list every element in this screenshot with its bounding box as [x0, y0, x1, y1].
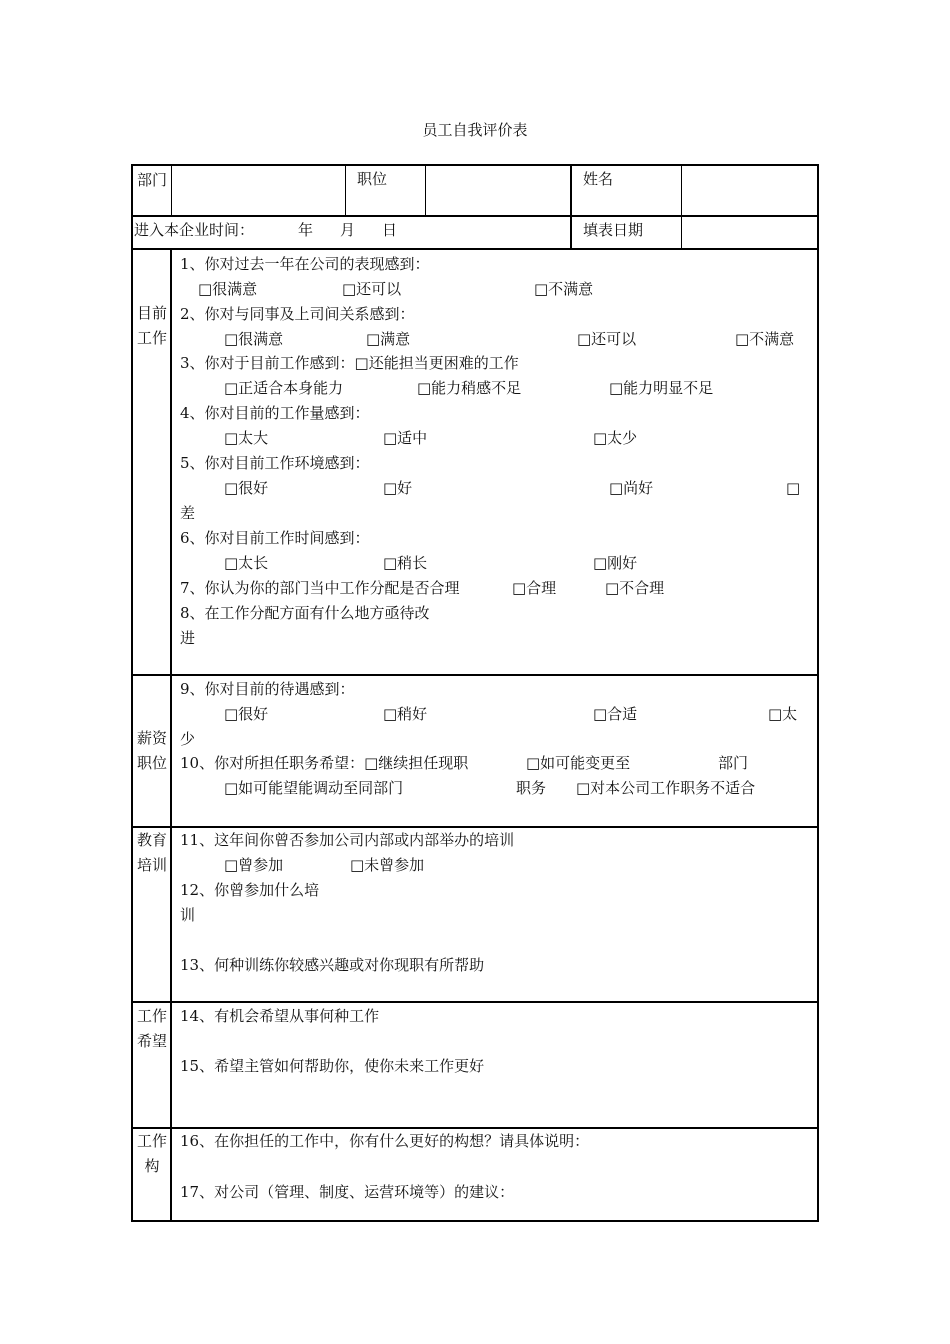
question-12-cont: 训: [180, 906, 196, 924]
row-divider: [131, 1001, 819, 1003]
question-11: 11、这年间你曾否参加公司内部或内部举办的培训: [180, 831, 515, 849]
q5-option-good[interactable]: □好: [383, 479, 413, 497]
question-2: 2、你对与同事及上司间关系感到：: [180, 305, 415, 323]
row-divider: [131, 215, 819, 217]
col-divider: [425, 165, 426, 216]
q5-option-poor-checkbox[interactable]: □: [786, 479, 801, 497]
name-field[interactable]: [683, 166, 817, 214]
q10-option-not-suitable[interactable]: □对本公司工作职务不适合: [576, 779, 756, 797]
question-5: 5、你对目前工作环境感到：: [180, 454, 370, 472]
month-label: 月: [340, 221, 356, 239]
q9-option-too-little-label: 少: [180, 730, 196, 748]
q5-option-poor-label: 差: [180, 504, 196, 522]
fill-date-field[interactable]: [683, 218, 817, 247]
q9-option-slightly-good[interactable]: □稍好: [383, 705, 428, 723]
q3-option-slightly-insufficient[interactable]: □能力稍感不足: [417, 379, 522, 397]
section-training: 教育培训: [136, 831, 167, 874]
question-12: 12、你曾参加什么培: [180, 881, 320, 899]
q9-option-very-good[interactable]: □很好: [224, 705, 269, 723]
day-label: 日: [382, 221, 398, 239]
join-date-label: 进入本企业时间：: [134, 221, 255, 239]
page-title: 员工自我评价表: [422, 121, 528, 139]
section-work-ideas: 工作构: [136, 1132, 167, 1175]
question-14: 14、有机会希望从事何种工作: [180, 1007, 380, 1025]
col-divider: [345, 165, 346, 216]
q4-option-too-little[interactable]: □太少: [593, 429, 638, 447]
question-15: 15、希望主管如何帮助你，使你未来工作更好: [180, 1057, 485, 1075]
q2-option-dissatisfied[interactable]: □不满意: [735, 330, 795, 348]
question-6: 6、你对目前工作时间感到：: [180, 529, 370, 547]
section-work-hope: 工作希望: [136, 1007, 167, 1050]
fill-date-label: 填表日期: [583, 221, 644, 239]
q6-option-just-right[interactable]: □刚好: [593, 554, 638, 572]
q9-option-suitable[interactable]: □合适: [593, 705, 638, 723]
question-13: 13、何种训练你较感兴趣或对你现职有所帮助: [180, 956, 485, 974]
q3-option-suits-ability[interactable]: □正适合本身能力: [224, 379, 344, 397]
q5-option-very-good[interactable]: □很好: [224, 479, 269, 497]
q2-option-very-satisfied[interactable]: □很满意: [224, 330, 284, 348]
q10-position-label: 职务: [516, 779, 547, 797]
q9-option-too-little-checkbox[interactable]: □太: [768, 705, 798, 723]
q10-dept-label: 部门: [718, 754, 749, 772]
q3-option-clearly-insufficient[interactable]: □能力明显不足: [609, 379, 714, 397]
dept-label: 部门: [136, 171, 167, 189]
q7-option-unreasonable[interactable]: □不合理: [605, 579, 665, 597]
q4-option-too-much[interactable]: □太大: [224, 429, 269, 447]
q2-option-satisfied[interactable]: □满意: [366, 330, 411, 348]
q1-option-very-satisfied[interactable]: □很满意: [198, 280, 258, 298]
position-label: 职位: [357, 170, 388, 188]
position-field[interactable]: [427, 166, 569, 214]
q5-option-fair[interactable]: □尚好: [609, 479, 654, 497]
row-divider: [131, 248, 819, 250]
question-1: 1、你对过去一年在公司的表现感到：: [180, 255, 430, 273]
question-7: 7、你认为你的部门当中工作分配是否合理: [180, 579, 460, 597]
question-16: 16、在你担任的工作中，你有什么更好的构想？请具体说明：: [180, 1132, 590, 1150]
q1-option-ok[interactable]: □还可以: [342, 280, 402, 298]
q7-option-reasonable[interactable]: □合理: [512, 579, 557, 597]
q6-option-slightly-long[interactable]: □稍长: [383, 554, 428, 572]
row-divider: [131, 674, 819, 676]
q11-option-not-attended[interactable]: □未曾参加: [350, 856, 425, 874]
section-salary-position: 薪资职位: [136, 729, 167, 772]
year-label: 年: [298, 221, 314, 239]
question-8: 8、在工作分配方面有什么地方亟待改: [180, 604, 430, 622]
name-label: 姓名: [583, 170, 614, 188]
question-3: 3、你对于目前工作感到：□还能担当更困难的工作: [180, 354, 519, 372]
q11-option-attended[interactable]: □曾参加: [224, 856, 284, 874]
section-current-work: 目前工作: [136, 304, 167, 347]
q10-option-same-dept[interactable]: □如可能望能调动至同部门: [224, 779, 404, 797]
question-17: 17、对公司（管理、制度、运营环境等）的建议：: [180, 1183, 515, 1201]
q10-option-change-dept[interactable]: □如可能变更至: [526, 754, 631, 772]
question-8-cont: 进: [180, 629, 196, 647]
q1-option-dissatisfied[interactable]: □不满意: [534, 280, 594, 298]
question-10: 10、你对所担任职务希望：□继续担任现职: [180, 754, 469, 772]
q6-option-too-long[interactable]: □太长: [224, 554, 269, 572]
col-divider: [681, 165, 682, 249]
question-9: 9、你对目前的待遇感到：: [180, 680, 355, 698]
dept-field[interactable]: [173, 166, 344, 214]
q4-option-moderate[interactable]: □适中: [383, 429, 428, 447]
col-divider: [171, 165, 172, 216]
q2-option-ok[interactable]: □还可以: [577, 330, 637, 348]
question-4: 4、你对目前的工作量感到：: [180, 404, 370, 422]
col-divider: [570, 165, 572, 249]
